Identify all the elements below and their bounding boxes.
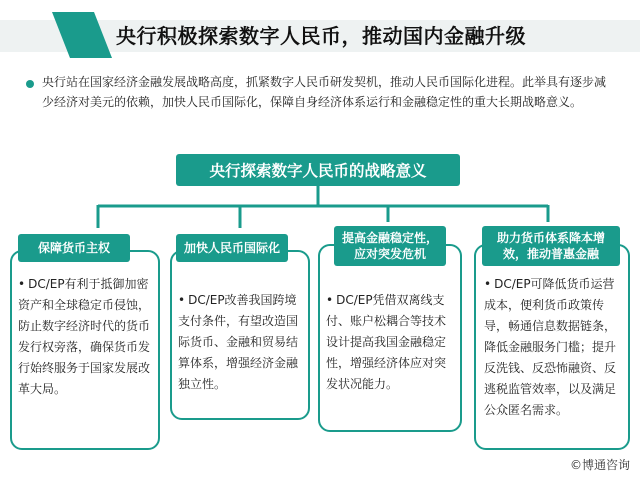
footer-copyright: ©博通咨询: [569, 458, 630, 472]
card-1-bullet: •: [18, 277, 26, 291]
card-4-bullet: •: [484, 277, 492, 291]
card-3-bullet: •: [326, 293, 334, 307]
card-1-text: • DC/EP有利于抵御加密资产和全球稳定币侵蚀，防止数字经济时代的货币发行权旁落，确保货币发行始终服务于国家发展改革大局。: [18, 277, 151, 396]
card-2-bullet: •: [178, 293, 186, 307]
card-3-text: • DC/EP凭借双离线支付、账户松耦合等技术设计提高我国金融稳定性，增强经济体应对突发状况能力。: [326, 293, 447, 391]
card-1-tag: 保障货币主权: [18, 234, 130, 262]
page-title: 央行积极探索数字人民币，推动国内金融升级: [116, 24, 526, 48]
intro-paragraph: 央行站在国家经济金融发展战略高度，抓紧数字人民币研发契机，推动人民币国际化进程。此举具有逐步减少经济对美元的依赖，加快人民币国际化，保障自身经济体系运行和金融稳定性的重大长期战略意义。: [42, 75, 607, 109]
card-3-tag: 提高金融稳定性，应对突发危机: [334, 226, 446, 266]
card-4-tag: 助力货币体系降本增效，推动普惠金融: [482, 226, 620, 266]
card-2-text: • DC/EP改善我国跨境支付条件，有望改造国际货币、金融和贸易结算体系，增强经济金融独立性。: [178, 293, 299, 391]
center-label-box: 央行探索数字人民币的战略意义: [176, 154, 460, 186]
card-2-tag: 加快人民币国际化: [176, 234, 288, 262]
card-4-text: • DC/EP可降低货币运营成本，便利货币政策传导，畅通信息数据链条，降低金融服务门槛；提升反洗钱、反恐怖融资、反逃税监管效率，以及满足公众匿名需求。: [484, 277, 617, 417]
